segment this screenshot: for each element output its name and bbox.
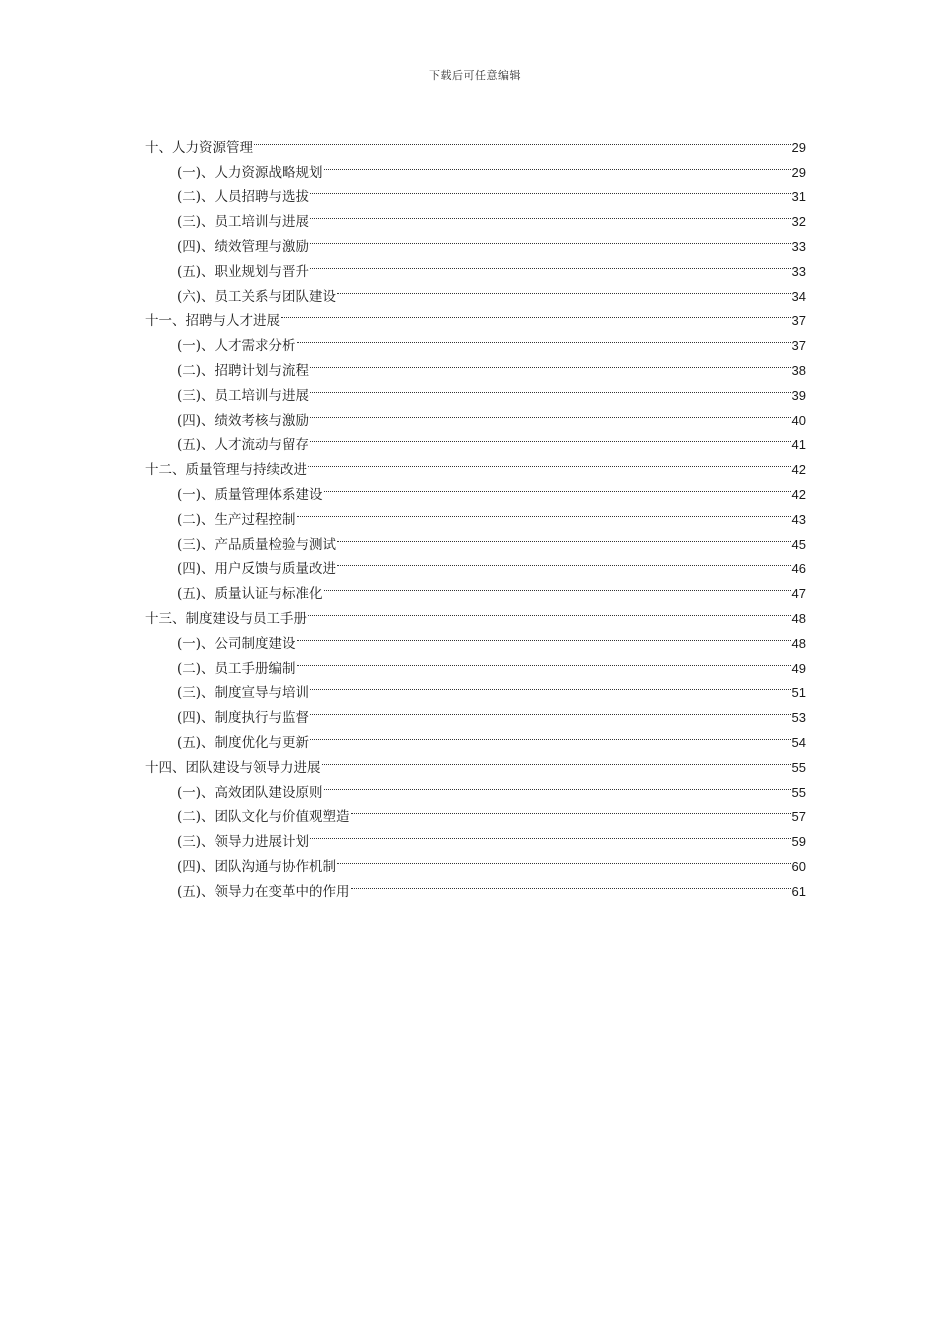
toc-page-number: 33 <box>791 238 806 254</box>
toc-page-number: 49 <box>791 660 806 676</box>
toc-dot-leader <box>297 325 791 350</box>
toc-page-number: 39 <box>791 387 806 403</box>
toc-entry-title: (五)、质量认证与标准化 <box>177 586 323 603</box>
toc-entry-title: (二)、招聘计划与流程 <box>177 362 310 379</box>
toc-page-number: 42 <box>791 462 806 478</box>
toc-page-number: 33 <box>791 263 806 279</box>
toc-dot-leader <box>322 747 791 772</box>
toc-page-number: 55 <box>791 759 806 775</box>
toc-dot-leader <box>324 573 791 598</box>
toc-entry-title: (一)、人力资源战略规划 <box>177 164 323 181</box>
toc-entry-title: 十二、质量管理与持续改进 <box>145 462 307 479</box>
toc-page-number: 40 <box>791 412 806 428</box>
toc-dot-leader <box>310 226 790 251</box>
toc-page-number: 43 <box>791 511 806 527</box>
toc-dot-leader <box>308 449 791 474</box>
toc-page-number: 57 <box>791 809 806 825</box>
toc-page-number: 29 <box>791 139 806 155</box>
toc-dot-leader <box>297 623 791 648</box>
toc-dot-leader <box>254 127 791 152</box>
toc-page-number: 61 <box>791 883 806 899</box>
toc-dot-leader <box>310 177 790 202</box>
toc-page-number: 41 <box>791 437 806 453</box>
toc-page-number: 32 <box>791 214 806 230</box>
toc-entry-title: (五)、领导力在变革中的作用 <box>177 883 350 900</box>
toc-dot-leader <box>310 821 790 846</box>
toc-page-number: 48 <box>791 610 806 626</box>
toc-page-number: 42 <box>791 486 806 502</box>
toc-page-number: 59 <box>791 834 806 850</box>
toc-page-number: 60 <box>791 858 806 874</box>
toc-page-number: 54 <box>791 734 806 750</box>
toc-page-number: 51 <box>791 685 806 701</box>
toc-page-number: 55 <box>791 784 806 800</box>
toc-entry-title: 十、人力资源管理 <box>145 139 253 156</box>
toc-page-number: 31 <box>791 189 806 205</box>
toc-page-number: 53 <box>791 710 806 726</box>
toc-dot-leader <box>324 772 791 797</box>
toc-dot-leader <box>310 201 790 226</box>
toc-dot-leader <box>337 549 790 574</box>
toc-entry-title: (四)、团队沟通与协作机制 <box>177 858 337 875</box>
toc-dot-leader <box>337 276 790 301</box>
toc-entry-title: (三)、领导力进展计划 <box>177 834 310 851</box>
page-header: 下载后可任意编辑 <box>429 69 521 82</box>
toc-entry-title: (四)、用户反馈与质量改进 <box>177 561 337 578</box>
toc-entry-title: (六)、员工关系与团队建设 <box>177 288 337 305</box>
toc-dot-leader <box>297 499 791 524</box>
toc-entry-title: (五)、人才流动与留存 <box>177 437 310 454</box>
toc-dot-leader <box>310 722 790 747</box>
toc-dot-leader <box>310 697 790 722</box>
toc-page-number: 29 <box>791 164 806 180</box>
toc-entry-title: (二)、人员招聘与选拔 <box>177 189 310 206</box>
toc-entry-title: (一)、公司制度建设 <box>177 635 296 652</box>
toc-entry-title: (四)、绩效管理与激励 <box>177 238 310 255</box>
toc-entry-title: (三)、产品质量检验与测试 <box>177 536 337 553</box>
toc-page-number: 47 <box>791 586 806 602</box>
toc-entry-title: (二)、员工手册编制 <box>177 660 296 677</box>
toc-entry-title: (二)、团队文化与价值观塑造 <box>177 809 350 826</box>
toc-dot-leader <box>310 251 790 276</box>
toc-entry-title: 十四、团队建设与领导力进展 <box>145 759 321 776</box>
toc-entry-title: (三)、员工培训与进展 <box>177 214 310 231</box>
toc-entry-title: (一)、质量管理体系建设 <box>177 486 323 503</box>
toc-entry-title: (三)、员工培训与进展 <box>177 387 310 404</box>
toc-entry-title: (四)、绩效考核与激励 <box>177 412 310 429</box>
toc-entry-title: (一)、高效团队建设原则 <box>177 784 323 801</box>
toc-dot-leader <box>281 301 791 326</box>
toc-chapter-entry[interactable] <box>145 127 806 156</box>
toc-dot-leader <box>310 425 790 450</box>
toc-page-number: 46 <box>791 561 806 577</box>
toc-entry-title: (三)、制度宣导与培训 <box>177 685 310 702</box>
toc-entry-title: (五)、职业规划与晋升 <box>177 263 310 280</box>
toc-dot-leader <box>310 375 790 400</box>
toc-page-number: 34 <box>791 288 806 304</box>
table-of-contents <box>145 127 806 900</box>
toc-dot-leader <box>324 474 791 499</box>
toc-dot-leader <box>337 846 790 871</box>
toc-entry-title: 十一、招聘与人才进展 <box>145 313 280 330</box>
toc-entry-title: (五)、制度优化与更新 <box>177 734 310 751</box>
toc-dot-leader <box>351 797 791 822</box>
toc-page-number: 45 <box>791 536 806 552</box>
toc-entry-title: (四)、制度执行与监督 <box>177 710 310 727</box>
toc-dot-leader <box>310 350 790 375</box>
toc-dot-leader <box>310 400 790 425</box>
toc-page-number: 37 <box>791 338 806 354</box>
toc-page-number: 48 <box>791 635 806 651</box>
toc-page-number: 37 <box>791 313 806 329</box>
toc-dot-leader <box>324 152 791 177</box>
toc-dot-leader <box>351 871 791 896</box>
toc-entry-title: (一)、人才需求分析 <box>177 338 296 355</box>
toc-dot-leader <box>297 648 791 673</box>
toc-entry-title: 十三、制度建设与员工手册 <box>145 610 307 627</box>
toc-dot-leader <box>310 673 790 698</box>
toc-dot-leader <box>337 524 790 549</box>
toc-entry-title: (二)、生产过程控制 <box>177 511 296 528</box>
toc-page-number: 38 <box>791 362 806 378</box>
toc-dot-leader <box>308 598 791 623</box>
